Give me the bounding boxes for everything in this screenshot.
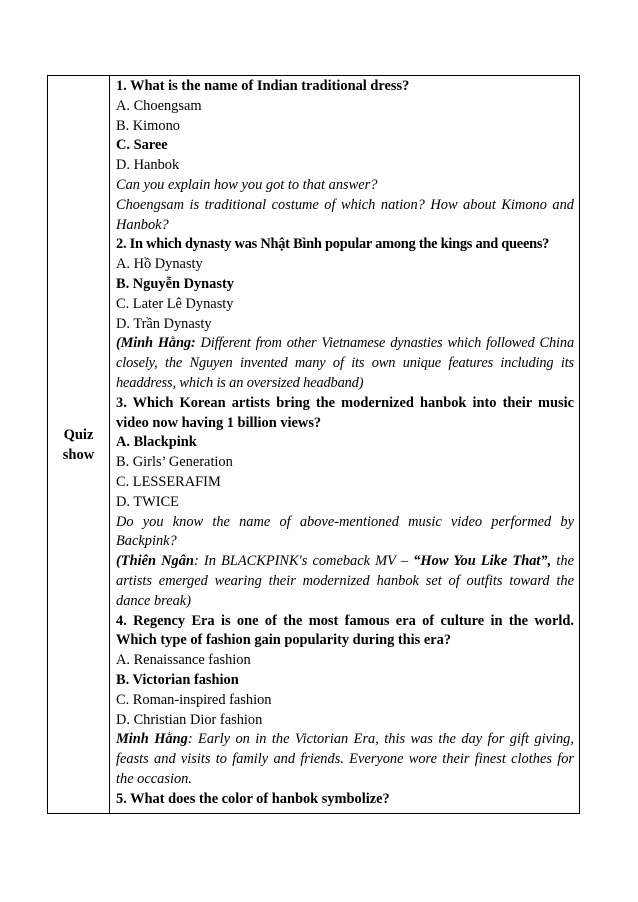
q1-option-b: B. Kimono: [116, 117, 180, 134]
q2-note: [116, 334, 574, 393]
question-5: 5. What does the color of hanbok symbolize?: [116, 790, 390, 807]
quiz-table: [47, 75, 580, 814]
question-4: 4. Regency Era is one of the most famous era of culture in the world. Which type of fashion gain popularity during this era?: [116, 612, 574, 649]
section-label-cell: [48, 76, 110, 813]
question-2: 2. In which dynasty was Nhật Bình popular among the kings and queens?: [116, 236, 550, 253]
q2-option-c: C. Later Lê Dynasty: [116, 295, 234, 312]
q3-option-b: B. Girls’ Generation: [116, 454, 233, 471]
q3-follow-up: Do you know the name of above-mentioned music video performed by Backpink?: [116, 513, 574, 550]
q3-note-song-title: “How You Like That”,: [413, 553, 552, 570]
question-3: 3. Which Korean artists bring the modernized hanbok into their music video now having 1 billion views?: [116, 394, 574, 431]
quiz-content-cell: [110, 76, 579, 813]
q3-option-a-correct: A. Blackpink: [116, 434, 197, 451]
q2-note-speaker: (Minh Hằng:: [116, 335, 196, 352]
q1-option-a: A. Choengsam: [116, 97, 202, 114]
q3-note-speaker: (Thiên Ngân: [116, 553, 194, 570]
section-label: [63, 425, 94, 465]
q1-option-d: D. Hanbok: [116, 157, 180, 174]
q3-option-c: C. LESSERAFIM: [116, 473, 221, 490]
q2-option-a: A. Hồ Dynasty: [116, 256, 203, 273]
q1-option-c-correct: C. Saree: [116, 137, 168, 154]
q1-follow-up-1: Can you explain how you got to that answer?: [116, 176, 378, 193]
q1-follow-up-2: Choengsam is traditional costume of which nation? How about Kimono and Hanbok?: [116, 196, 574, 233]
q4-option-c: C. Roman-inspired fashion: [116, 691, 272, 708]
section-label-line2: show: [62, 446, 95, 463]
q2-note-text: Different from other Vietnamese dynasties which followed China closely, the Nguyen invented many of its own unique features including its headdress, which is an oversized headband): [116, 335, 574, 391]
q3-note: [116, 552, 574, 611]
q4-note-speaker: Minh Hằng: [116, 731, 188, 748]
q4-note-text: : Early on in the Victorian Era, this was the day for gift giving, feasts and visits to family and friends. Everyone wore their finest clothes for the occasion.: [116, 731, 574, 787]
q2-option-b-correct: B. Nguyễn Dynasty: [116, 275, 234, 292]
q3-note-text-1: : In BLACKPINK's comeback MV –: [193, 553, 414, 570]
q4-note: [116, 730, 574, 789]
q4-option-a: A. Renaissance fashion: [116, 652, 251, 669]
section-label-line1: Quiz: [63, 426, 94, 443]
q3-option-d: D. TWICE: [116, 493, 179, 510]
q4-option-b-correct: B. Victorian fashion: [116, 671, 239, 688]
question-1: 1. What is the name of Indian traditional dress?: [116, 78, 410, 94]
q4-option-d: D. Christian Dior fashion: [116, 711, 263, 728]
q3-note-text-2: the artists emerged wearing their modernized hanbok set of outfits toward the dance break): [116, 553, 574, 609]
q2-option-d: D. Trần Dynasty: [116, 315, 212, 332]
